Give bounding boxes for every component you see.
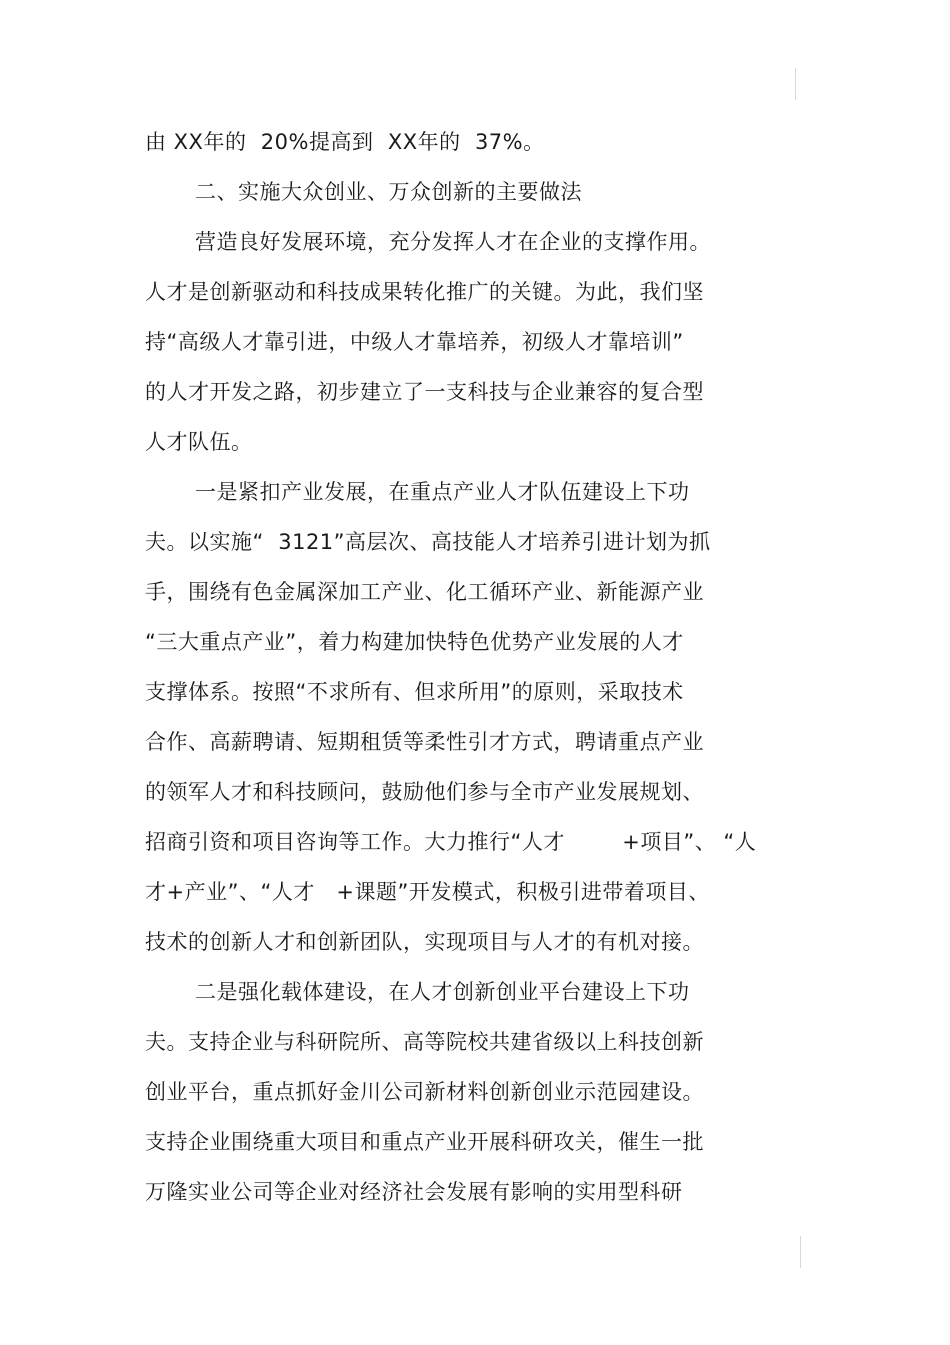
text-line: 支撑体系。按照“不求所有、但求所用”的原则，采取技术	[145, 680, 684, 704]
section-heading: 二、实施大众创业、万众创新的主要做法	[195, 180, 582, 204]
text-line: 人才是创新驱动和科技成果转化推广的关键。为此，我们坚	[145, 280, 704, 304]
text-line: 创业平台，重点抓好金川公司新材料创新创业示范园建设。	[145, 1080, 704, 1104]
text-line: 招商引资和项目咨询等工作。大力推行“人才 +项目”、 “人	[145, 830, 757, 854]
text-line: 夫。以实施“ 3121”高层次、高技能人才培养引进计划为抓	[145, 530, 711, 554]
text-line: 才+产业”、“人才 +课题”开发模式，积极引进带着项目、	[145, 880, 710, 904]
margin-mark-top	[795, 68, 796, 100]
text-line: 一是紧扣产业发展，在重点产业人才队伍建设上下功	[195, 480, 690, 504]
text-line: 二是强化载体建设，在人才创新创业平台建设上下功	[195, 980, 690, 1004]
text-line: 的领军人才和科技顾问，鼓励他们参与全市产业发展规划、	[145, 780, 704, 804]
margin-mark-bottom	[800, 1236, 801, 1268]
text-line: 夫。支持企业与科研院所、高等院校共建省级以上科技创新	[145, 1030, 704, 1054]
text-line: 人才队伍。	[145, 430, 253, 454]
text-line: 万隆实业公司等企业对经济社会发展有影响的实用型科研	[145, 1180, 683, 1204]
text-line: 手，围绕有色金属深加工产业、化工循环产业、新能源产业	[145, 580, 704, 604]
text-line: 由 XX年的 20%提高到 XX年的 37%。	[145, 130, 545, 154]
text-line: 营造良好发展环境，充分发挥人才在企业的支撑作用。	[195, 230, 711, 254]
text-line: “三大重点产业”，着力构建加快特色优势产业发展的人才	[145, 630, 684, 654]
text-line: 合作、高薪聘请、短期租赁等柔性引才方式，聘请重点产业	[145, 730, 704, 754]
text-line: 技术的创新人才和创新团队，实现项目与人才的有机对接。	[145, 930, 704, 954]
text-line: 持“高级人才靠引进，中级人才靠培养，初级人才靠培训”	[145, 330, 684, 354]
text-line: 的人才开发之路，初步建立了一支科技与企业兼容的复合型	[145, 380, 704, 404]
text-line: 支持企业围绕重大项目和重点产业开展科研攻关，催生一批	[145, 1130, 704, 1154]
